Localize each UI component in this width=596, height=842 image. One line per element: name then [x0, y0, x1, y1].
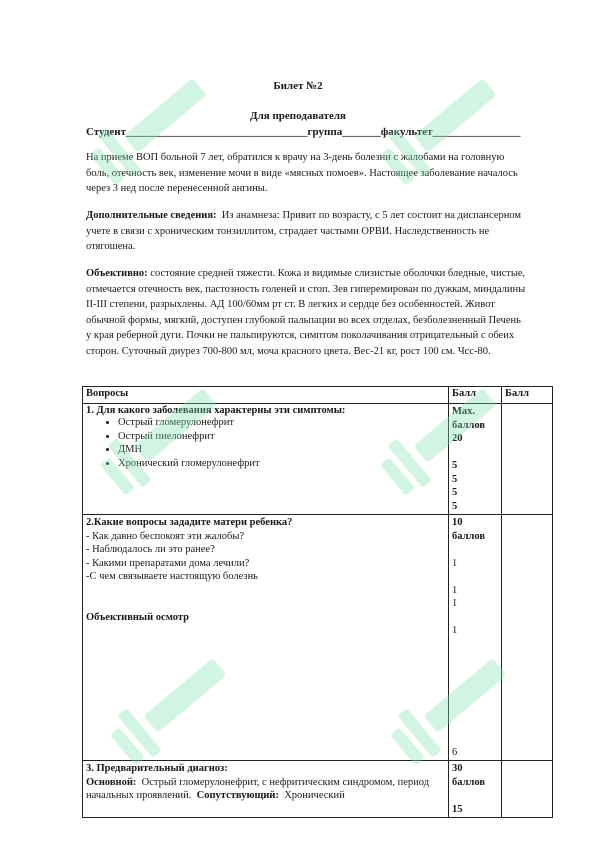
table-row: [83, 515, 553, 761]
list-item: -С чем связываете настоящую болезнь: [86, 571, 258, 582]
q2-score: 1: [452, 625, 458, 636]
header-questions: Вопросы: [83, 387, 449, 404]
list-item: • Острый гломерулонефрит: [118, 416, 445, 430]
q2-score: 1: [452, 598, 458, 609]
question-1-title: 1. Для какого заболевания характерны эти симптомы:: [86, 405, 346, 416]
questions-table: [82, 386, 553, 818]
objective-text: состояние средней тяжести. Кожа и видимые слизистые оболочки бледные, чистые, отмечается отечность век, пастозность голеней и стоп. Зев гиперемирован по дужкам, миндалины II-III степени, разрыхлены. АД 100/60мм рт ст. В легких и сердце без особенностей. Живот обычной формы, мягкий, доступен глубокой пальпации во всех отделах, безболезненный Печень у края реберной дуги. Почки не пальпируются, симптом поколачивания отрицательный с обеих сторон. Суточный диурез 700-800 мл, моча красного цвета. Вес-21 кг, рост 100 см. Чсс-80.: [86, 268, 526, 357]
list-item: • Хронический гломерулонефрит: [118, 457, 445, 471]
q1-score: 5: [452, 473, 458, 485]
list-item: • Острый пиелонефрит: [118, 430, 445, 444]
list-item: - Наблюдалось ли это ранее?: [86, 544, 215, 555]
table-row: [83, 761, 553, 818]
q1-score: 5: [452, 487, 458, 498]
concomitant-label: Сопутствующий:: [196, 790, 279, 801]
q2-max-points: 10 баллов: [452, 517, 486, 542]
objective-exam-label: Объективный осмотр: [86, 611, 189, 623]
objective-label: Объективно:: [86, 268, 148, 279]
question-2-title: 2.Какие вопросы зададите матери ребенка?: [86, 517, 293, 528]
q1-max-points: баллов 20: [452, 419, 486, 444]
q1-max-label: Max.: [452, 406, 476, 417]
student-info-line: Студент_________________________________группа_______факультет________________: [86, 126, 521, 138]
q2-score: 1: [452, 584, 458, 596]
ticket-title: Билет №2: [273, 80, 323, 92]
q1-score: 5: [452, 500, 458, 512]
list-item: • ДМН: [118, 443, 445, 457]
q3-max-points: 30 баллов: [452, 763, 486, 788]
for-teacher-heading: Для преподавателя: [250, 110, 346, 122]
additional-info: Дополнительные сведения: Из анамнеза: Привит по возрасту, с 5 лет состоит на диспансерном учете в связи с хроническим тонзиллитом, страдает частыми ОРВИ. Наследственность не отягошена.: [86, 210, 522, 252]
q2-score-last: 6: [452, 746, 458, 758]
list-item: - Как давно беспокоят эти жалобы?: [86, 530, 245, 542]
concomitant-text: Хронический: [284, 790, 345, 801]
header-score-2: Балл: [502, 387, 553, 404]
additional-info-text: Из анамнеза: Привит по возрасту, с 5 лет состоит на диспансерном учете в связи с хроническим тонзиллитом, страдает частыми ОРВИ. Наследственность не отягошена.: [86, 210, 522, 252]
q1-score: 5: [452, 460, 458, 471]
objective-exam: [86, 266, 526, 359]
q3-score: 15: [452, 803, 463, 815]
list-item: - Какими препаратами дома лечили?: [86, 557, 250, 569]
case-description: На приеме ВОП больной 7 лет, обратился к врачу на 3-день болезни с жалобами на головную боль, отечность век, изменение мочи в виде «мясных помоев». Настоящее заболевание началось через 3 нед после перенесенной ангины.: [86, 152, 518, 194]
question-1-options: [86, 416, 445, 470]
q2-score: 1: [452, 557, 458, 569]
additional-info-label: Дополнительные сведения: [86, 210, 214, 221]
table-row: [83, 404, 553, 515]
main-diagnosis-text: Острый гломерулонефрит, с нефритическим синдромом, период начальных проявлений.: [86, 776, 430, 801]
main-diagnosis-label: Основной:: [86, 776, 137, 788]
question-3-title: 3. Предварительный диагноз:: [86, 763, 228, 774]
header-score: Балл: [449, 387, 502, 404]
